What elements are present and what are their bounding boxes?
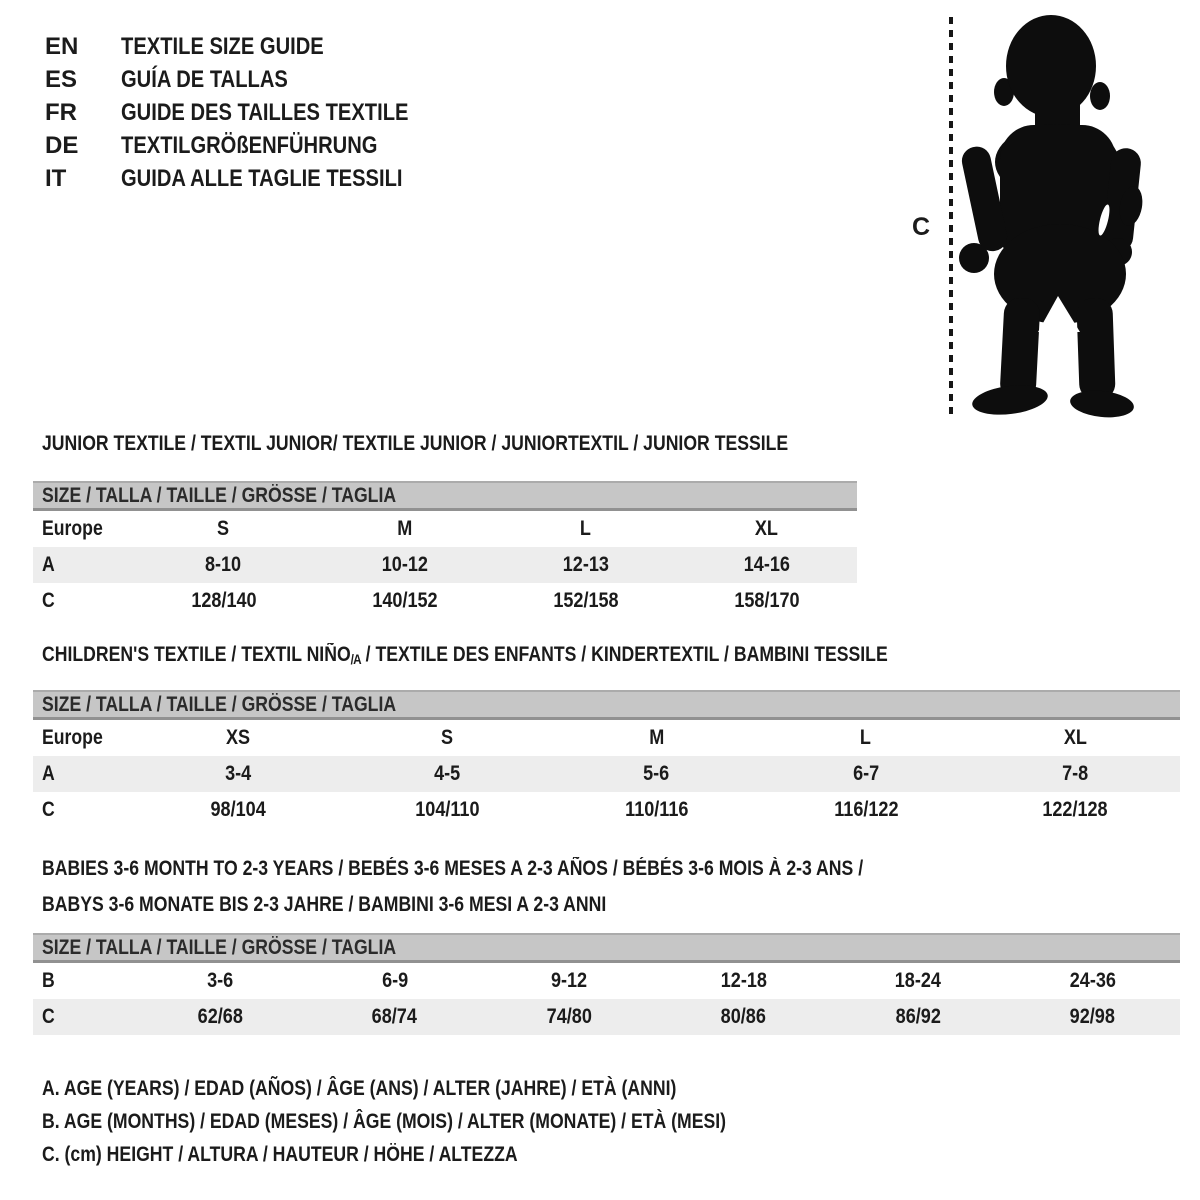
table-header-bar [33,690,1180,720]
table-header-bar [33,481,857,511]
size-cell: 18-24 [895,969,942,992]
babies-title-line2: BABYS 3-6 MONATE BIS 2-3 JAHRE / BAMBINI 3-6 MESI A 2-3 ANNI [42,893,607,916]
table-row [33,720,1180,756]
height-dashed-line [949,17,953,417]
size-cell: 9-12 [551,969,588,992]
language-row [45,96,463,129]
table-header-label: SIZE / TALLA / TAILLE / GRÖSSE / TAGLIA [42,935,397,959]
table-header-label: SIZE / TALLA / TAILLE / GRÖSSE / TAGLIA [42,692,397,716]
size-cell: 8-10 [205,553,242,576]
size-cell: S [441,726,454,749]
table-row [33,511,857,547]
size-cell: 4-5 [434,762,461,785]
size-cell: 24-36 [1069,969,1116,992]
language-title: GUIDA ALLE TAGLIE TESSILI [121,164,403,192]
size-cell: 104/110 [414,798,480,821]
size-cell: M [396,517,413,540]
size-cell: M [648,726,665,749]
junior-section-title-text: JUNIOR TEXTILE / TEXTIL JUNIOR/ TEXTILE JUNIOR / JUNIORTEXTIL / JUNIOR TESSILE [42,432,789,455]
babies-section-title [42,851,1020,923]
language-row [45,129,463,162]
children-section-title [42,643,1049,671]
measure-letter-c: C [912,213,931,241]
size-cell: 3-6 [207,969,234,992]
junior-size-table [33,481,857,619]
size-cell: 74/80 [546,1005,592,1028]
size-cell: L [579,517,592,540]
language-code: ES [45,65,78,93]
legend-line-b: B. AGE (MONTHS) / EDAD (MESES) / ÂGE (MOIS) / ALTER (MONATE) / ETÀ (MESI) [42,1109,727,1133]
size-cell: 86/92 [895,1005,941,1028]
size-cell: 98/104 [210,798,266,821]
size-cell: 128/140 [190,589,257,612]
size-cell: 140/152 [371,589,438,612]
legend-line-a: A. AGE (YEARS) / EDAD (AÑOS) / ÂGE (ANS) / ALTER (JAHRE) / ETÀ (ANNI) [42,1076,677,1100]
table-row [33,547,857,583]
size-cell: 12-13 [562,553,609,576]
babies-size-table [33,933,1180,1035]
size-cell: 6-7 [852,762,879,785]
junior-section-title [42,432,930,456]
table-row [33,999,1180,1035]
size-cell: 152/158 [552,589,619,612]
language-title: GUÍA DE TALLAS [121,65,288,93]
row-label: Europe [42,517,103,540]
language-title: TEXTILGRÖßENFÜHRUNG [121,131,378,159]
size-cell: 7-8 [1062,762,1089,785]
language-row [45,162,463,195]
language-title: TEXTILE SIZE GUIDE [121,32,324,60]
row-label: B [42,969,55,992]
language-code: DE [45,131,79,159]
size-cell: 122/128 [1042,798,1108,821]
size-cell: 3-4 [224,762,251,785]
language-title: GUIDE DES TAILLES TEXTILE [121,98,409,126]
language-code: IT [45,164,67,192]
table-row [33,756,1180,792]
size-cell: 158/170 [733,589,800,612]
size-cell: 5-6 [643,762,670,785]
size-cell: 92/98 [1070,1005,1116,1028]
language-code: FR [45,98,77,126]
size-cell: 110/116 [624,798,689,821]
legend-line-c: C. (cm) HEIGHT / ALTURA / HAUTEUR / HÖHE / ALTEZZA [42,1142,518,1166]
size-cell: 14-16 [743,553,790,576]
row-label: C [42,1005,55,1028]
babies-title-line1: BABIES 3-6 MONTH TO 2-3 YEARS / BEBÉS 3-6 MESES A 2-3 AÑOS / BÉBÉS 3-6 MOIS À 2-3 ANS / [42,857,864,880]
table-row [33,792,1180,828]
language-header [45,30,463,195]
size-cell: 62/68 [197,1005,243,1028]
size-cell: 12-18 [720,969,767,992]
table-header-label: SIZE / TALLA / TAILLE / GRÖSSE / TAGLIA [42,483,397,507]
table-row [33,963,1180,999]
size-cell: XS [225,726,250,749]
language-row [45,63,463,96]
table-header-bar [33,933,1180,963]
nino-a-subscript: /A [350,651,361,667]
size-cell: 80/86 [721,1005,767,1028]
children-size-table [33,690,1180,828]
size-cell: 6-9 [381,969,408,992]
size-cell: 10-12 [381,553,428,576]
row-label: Europe [42,726,103,749]
row-label: A [42,762,55,785]
size-cell: XL [754,517,779,540]
language-code: EN [45,32,79,60]
row-label: A [42,553,55,576]
children-section-title-text: CHILDREN'S TEXTILE / TEXTIL NIÑO/A / TEXTILE DES ENFANTS / KINDERTEXTIL / BAMBINI TESSILE [42,643,888,667]
size-cell: S [217,517,230,540]
toddler-silhouette-icon [958,12,1152,422]
row-label: C [42,589,55,612]
table-row [33,583,857,619]
size-cell: XL [1063,726,1087,749]
measure-legend [42,1072,856,1171]
size-cell: L [860,726,872,749]
language-row [45,30,463,63]
size-cell: 116/122 [833,798,899,821]
size-cell: 68/74 [372,1005,418,1028]
row-label: C [42,798,55,821]
